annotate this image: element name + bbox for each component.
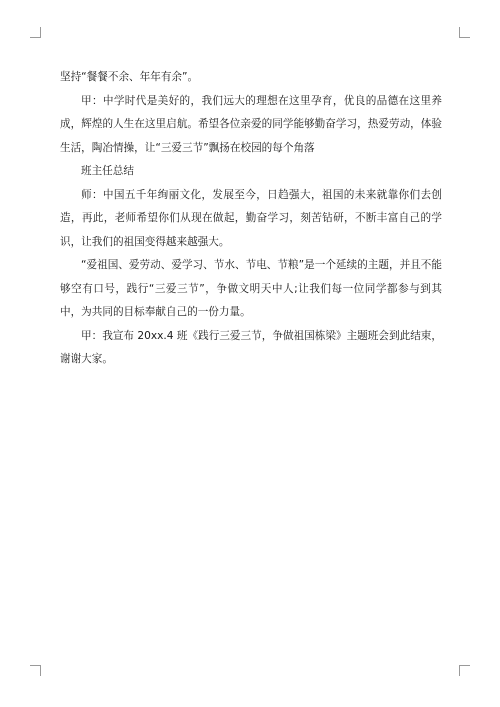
document-body <box>60 66 442 372</box>
crop-mark-bottom-right <box>459 665 470 676</box>
crop-mark-bottom-left <box>30 665 41 676</box>
paragraph-jia-speech: 甲：中学时代是美好的，我们远大的理想在这里孕育，优良的品德在这里养成，辉煌的人生在这里启航。希望各位亲爱的同学能够勤奋学习，热爱劳动，体验生活，陶冶情操，让“三爱三节”飘扬在校园的每个角落 <box>60 94 442 154</box>
paragraph-teacher-speech: 师：中国五千年绚丽文化，发展至今，日趋强大，祖国的未来就靠你们去创造，再此，老师希望你们从现在做起，勤奋学习，刻苦钻研，不断丰富自己的学识，让我们的祖国变得越来越强大。 <box>60 188 442 248</box>
paragraph-theme: “爱祖国、爱劳动、爱学习、节水、节电、节粮”是一个延续的主题，并且不能够空有口号，践行“三爱三节”，争做文明天中人;让我们每一位同学都参与到其中，为共同的目标奉献自己的一份力量。 <box>60 259 442 318</box>
paragraph-closing: 甲：我宣布 20xx.4 班《践行三爱三节，争做祖国栋梁》主题班会到此结束，谢谢大家。 <box>60 329 442 365</box>
paragraph-continuation: 坚持“餐餐不余、年年有余”。 <box>60 71 199 83</box>
crop-mark-top-right <box>459 27 470 38</box>
crop-mark-top-left <box>30 27 41 38</box>
section-heading-teacher-summary: 班主任总结 <box>81 165 134 177</box>
